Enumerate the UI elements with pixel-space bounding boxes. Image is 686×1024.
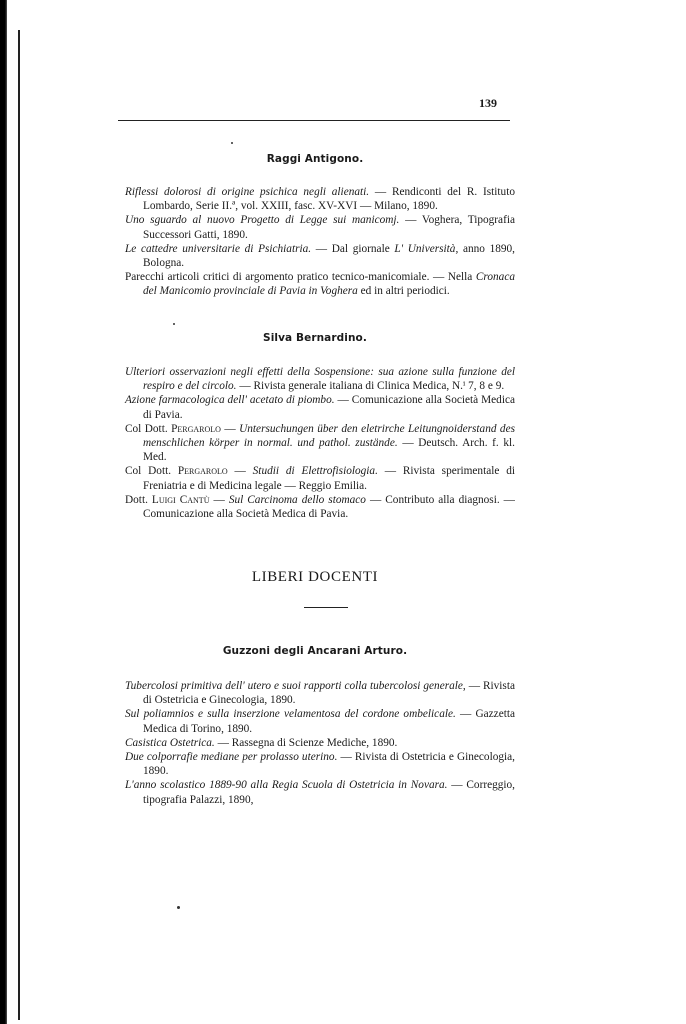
entry-text: — Rivista di Ostetricia e Ginecologia, 1890. [143, 680, 515, 707]
entries-raggi [125, 185, 515, 299]
bibliography-entry [125, 493, 515, 521]
entry-text: — Contributo alla diagnosi. — Comunicazione alla Società Medica di Pavia. [143, 493, 515, 521]
bibliography-entry [125, 422, 515, 465]
entry-text: Parecchi articoli critici di argomento pratico tecnico-manicomiale. — Nella [125, 271, 476, 284]
italic-title: Sul poliamnios e sulla inserzione velamentosa del cordone ombelicale. [125, 708, 456, 721]
entry-text: ed in altri periodici. [357, 285, 450, 298]
entry-text: Col Dott. [125, 465, 178, 478]
italic-title: Studii di Elettrofisiologia. [252, 465, 378, 478]
bibliography-entry [125, 464, 515, 492]
bibliography-entry [125, 365, 515, 393]
italic-title: L'anno scolastico 1889-90 alla Regia Scuola di Ostetricia in Novara. [125, 779, 448, 792]
section-heading-silva: Silva Bernardino. [263, 332, 367, 344]
italic-title: Tubercolosi primitiva dell' utero e suoi rapporti colla tubercolosi generale, [125, 680, 466, 692]
bibliography-entry [125, 736, 515, 750]
bibliography-entry [125, 185, 515, 213]
entry-text: — Rivista generale italiana di Clinica Medica, N.ⁱ 7, 8 e 9. [236, 380, 505, 393]
bibliography-entry [125, 242, 515, 270]
entry-text: Col Dott. [125, 422, 172, 435]
bibliography-entry [125, 213, 515, 241]
ink-speck [177, 906, 180, 909]
entry-text: — Rassegna di Scienze Mediche, 1890. [214, 736, 398, 749]
author-name: Pergarolo [177, 465, 228, 478]
bibliography-entry [125, 778, 515, 806]
entry-text: — [227, 465, 253, 478]
italic-title: Untersuchungen über den eletrirche Leitungnoiderstand des menschlichen körper in normal. und pathol. zustände. [143, 422, 515, 450]
bibliography-entry [125, 270, 515, 298]
entry-text: Dott. [125, 493, 152, 506]
bibliography-entry [125, 393, 515, 421]
entry-text: — Deutsch. Arch. f. kl. Med. [143, 437, 515, 464]
italic-title: Uno sguardo al nuovo Progetto di Legge sui manicomj. [125, 214, 400, 227]
italic-title: Riflessi dolorosi di origine psichica negli alienati. [125, 186, 370, 198]
entry-text: — Correggio, tipografia Palazzi, 1890, [143, 779, 516, 806]
page-number: 139 [479, 96, 497, 110]
entry-text: — Rivista di Ostetricia e Ginecologia, 1890. [143, 751, 515, 778]
binding-line [18, 30, 20, 1020]
entries-guzzoni [125, 679, 515, 807]
header-rule [118, 120, 510, 121]
entry-text: anno 1890, Bologna. [143, 242, 515, 270]
entry-text: — Rendiconti del R. Istituto Lombardo, Serie II.ª, vol. XXIII, fasc. XV-XVI — Milano, 1890. [143, 186, 515, 213]
italic-title: Casistica Ostetrica. [125, 736, 215, 749]
heading-rule [304, 607, 348, 608]
page-edge [0, 0, 7, 1024]
entry-text: — [220, 422, 240, 435]
entry-text: — Comunicazione alla Società Medica di Pavia. [143, 394, 515, 421]
italic-title: Azione farmacologica dell' acetato di piombo. [125, 394, 335, 407]
ink-speck [173, 323, 175, 325]
italic-title: Due colporrafie mediane per prolasso uterino. [125, 751, 338, 764]
bibliography-entry [125, 679, 515, 707]
italic-title: Cronaca del Manicomio provinciale di Pavia in Voghera [143, 271, 515, 298]
bibliography-entry [125, 750, 515, 778]
ink-speck [231, 142, 233, 144]
bibliography-entry [125, 707, 515, 735]
italic-title: Le cattedre universitarie di Psichiatria. [125, 242, 312, 255]
entry-text: — [209, 493, 229, 506]
italic-title: Ulteriori osservazioni negli effetti della Sospensione: sua azione sulla funzione del respiro e del circolo. [125, 366, 515, 393]
italic-title: L' Università, [394, 242, 459, 255]
section-heading-raggi: Raggi Antigono. [266, 153, 364, 165]
section-heading-guzzoni: Guzzoni degli Ancarani Arturo. [222, 645, 408, 657]
entries-silva [125, 365, 515, 521]
entry-text: — Rivista sperimentale di Freniatria e di Medicina legale — Reggio Emilia. [143, 465, 515, 492]
author-name: Pergarolo [171, 422, 221, 435]
author-name: Luigi Cantù [151, 493, 210, 506]
entry-text: — Gazzetta Medica di Torino, 1890. [143, 708, 516, 735]
italic-title: Sul Carcinoma dello stomaco [228, 493, 366, 506]
entry-text: — Dal giornale [311, 242, 395, 255]
entry-text: — Voghera, Tipografia Successori Gatti, 1890. [143, 214, 515, 241]
main-heading: LIBERI DOCENTI [251, 569, 379, 585]
